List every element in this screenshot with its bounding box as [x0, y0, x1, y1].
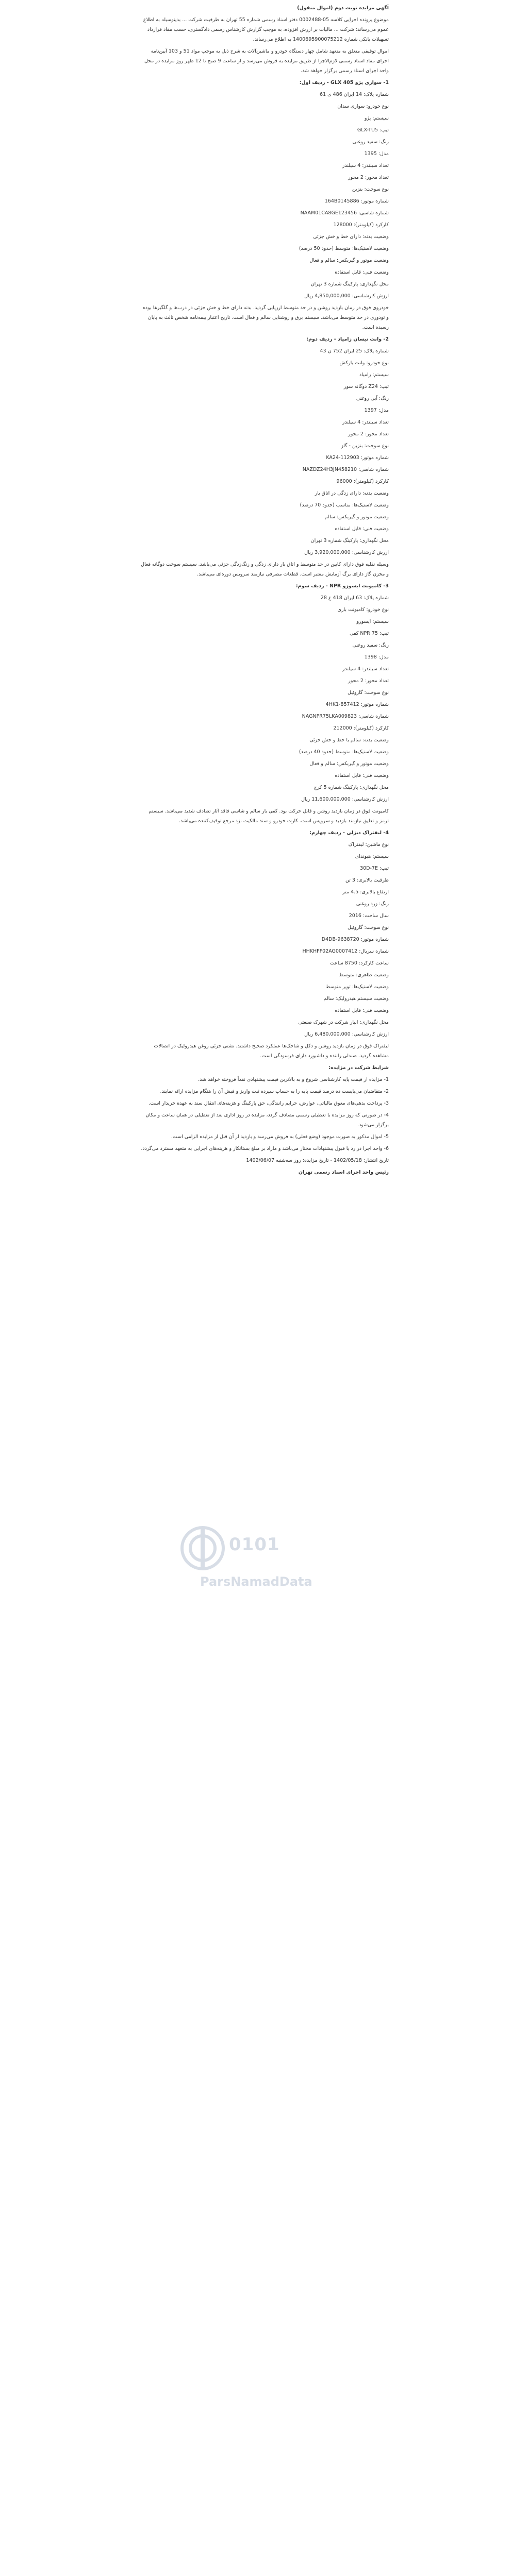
item-field-line: رنگ: آبی روغنی	[356, 396, 389, 401]
parsnamad-watermark	[179, 1525, 350, 1602]
item-field-line: نوع سوخت: بنزین - گاز	[341, 443, 389, 449]
item-field-line: وضعیت فنی: قابل استفاده	[335, 1008, 389, 1013]
term-line: 6- واحد اجرا در رد یا قبول پیشنهادات مختار می‌باشد و مازاد بر مبلغ بستانکار و هزینه‌های اجرایی به متعهد مسترد می‌گردد.	[141, 1146, 389, 1151]
item-field-line: تعداد محور: 2 محور	[348, 431, 389, 437]
item-field-line: رنگ: سفید روغنی	[352, 139, 389, 145]
item-field-line: سال ساخت: 2016	[349, 913, 389, 919]
parsnamad-logo-icon	[179, 1525, 226, 1571]
term-line: 4- در صورتی که روز مزایده با تعطیلی رسمی مصادف گردد، مزایده در روز اداری بعد از تعطیلی در همان ساعت و مکان برگزار می‌شود.	[145, 1112, 389, 1128]
item-field-line: تیپ: NPR 75 کفی	[350, 631, 389, 636]
item-header: 1- سواری پژو 405 GLX - ردیف اول:	[299, 80, 389, 86]
item-field-line: تیپ: 30D-7E	[360, 866, 389, 871]
item-field-line: رنگ: زرد روغنی	[356, 901, 389, 907]
item-header: 3- کامیونت ایسوزو NPR - ردیف سوم:	[295, 583, 389, 589]
item-field-line: وضعیت بدنه: دارای زدگی در اتاق بار	[315, 490, 389, 496]
item-field-line: ظرفیت بالابری: 3 تن	[345, 877, 389, 883]
auction-notice	[135, 0, 393, 1179]
item-field-line: وضعیت فنی: قابل استفاده	[335, 773, 389, 778]
item-field-line: رنگ: سفید روغنی	[352, 642, 389, 648]
item-field-line: ارزش کارشناسی: 6,480,000,000 ریال	[304, 1031, 389, 1037]
watermark-name: ParsNamadData	[200, 1574, 312, 1589]
term-line: 2- متقاضیان می‌بایست ده درصد قیمت پایه را به حساب سپرده ثبت واریز و فیش آن را هنگام مزایده ارائه نمایند.	[160, 1089, 389, 1094]
item-description: وسیله نقلیه فوق دارای کابین در حد متوسط و اتاق بار دارای زدگی و زنگ‌زدگی جزئی می‌باشد. سیستم سوخت دوگانه فعال و مخزن گاز دارای برگ آزمایش معتبر است. قطعات مصرفی نیازمند سرویس دوره‌ای می‌باشد.	[141, 562, 389, 577]
item-block	[139, 581, 389, 826]
item-field-line: نوع سوخت: بنزین	[352, 187, 389, 192]
term-line: 5- اموال مذکور به صورت موجود (وضع فعلی) به فروش می‌رسد و بازدید از آن قبل از مزایده الزامی است.	[171, 1134, 389, 1140]
item-field-line: شماره پلاک: 14 ایران 486 ی 61	[320, 92, 389, 97]
item-field-line: وضعیت بدنه: دارای خط و خش جزئی	[313, 234, 389, 240]
notice-closing: تاریخ انتشار: 1402/05/18 - تاریخ مزایده: روز سه‌شنبه 1402/06/07	[246, 1158, 389, 1163]
item-field-line: نوع ماشین: لیفتراک	[348, 842, 389, 848]
item-field-line: مدل: 1397	[364, 408, 389, 413]
item-field-line: وضعیت لاستیک‌ها: توپر متوسط	[325, 984, 389, 990]
item-field-line: وضعیت موتور و گیربکس: سالم و فعال	[309, 258, 389, 263]
item-field-line: وضعیت فنی: قابل استفاده	[335, 269, 389, 275]
item-field-line: نوع خودرو: کامیونت باری	[337, 607, 389, 613]
item-field-line: تعداد سیلندر: 4 سیلندر	[342, 666, 389, 672]
item-field-line: ارزش کارشناسی: 11,600,000,000 ریال	[301, 796, 389, 802]
item-description: خودروی فوق در زمان بازدید روشن و در حد متوسط ارزیابی گردید. بدنه دارای خط و خش جزئی در درب‌ها و گلگیرها بوده و تودوزی در حد متوسط می‌باشد. سیستم برق و روشنایی سالم و فعال است. تاریخ اعتبار بیمه‌نامه شخص ثالث به پایان رسیده است.	[142, 305, 389, 330]
notice-intro-2: اموال توقیفی متعلق به متعهد شامل چهار دستگاه خودرو و ماشین‌آلات به شرح ذیل به موجب مواد 51 و 103 آیین‌نامه اجرای مفاد اسناد رسمی لازم‌الاجرا از طریق مزایده به فروش می‌رسد و از ساعت 9 صبح تا 12 ظهر روز مزایده در محل واحد اجرای اسناد رسمی برگزار خواهد شد.	[144, 48, 389, 74]
item-field-line: شماره موتور: D4DB-9638720	[321, 937, 389, 942]
item-field-line: تعداد سیلندر: 4 سیلندر	[342, 419, 389, 425]
notice-issuer: رئیس واحد اجرای اسناد رسمی تهران	[298, 1170, 389, 1175]
item-field-line: مدل: 1395	[364, 151, 389, 157]
item-field-line: تیپ: Z24 دوگانه سوز	[343, 384, 389, 389]
item-field-line: تعداد محور: 2 محور	[348, 678, 389, 684]
item-field-line: وضعیت لاستیک‌ها: متوسط (حدود 40 درصد)	[299, 749, 389, 755]
item-field-line: ارزش کارشناسی: 3,920,000,000 ریال	[304, 550, 389, 555]
item-field-line: محل نگهداری: پارکینگ شماره 3 تهران	[310, 281, 389, 287]
item-field-line: ارتفاع بالابری: 4.5 متر	[342, 889, 389, 895]
notice-intro-1: موضوع پرونده اجرایی کلاسه 05-0002488 دفتر اسناد رسمی شماره 55 تهران به طرفیت شرکت ... بدینوسیله به اطلاع عموم می‌رساند: شرکت ... مالیات بر ارزش افزوده، به موجب گزارش کارشناس رسمی دادگستری، حسب مفاد قرارداد تسهیلات بانکی شماره 1400695900075212 به اطلاع می‌رساند.	[143, 17, 389, 42]
item-block	[139, 828, 389, 1061]
item-field-line: محل نگهداری: پارکینگ شماره 3 تهران	[310, 538, 389, 544]
item-field-line: ارزش کارشناسی: 4,850,000,000 ریال	[304, 293, 389, 299]
item-field-line: وضعیت فنی: قابل استفاده	[335, 526, 389, 532]
notice-title: آگهی مزایده نوبت دوم (اموال منقول)	[297, 5, 389, 11]
item-field-line: کارکرد (کیلومتر): 128000	[333, 222, 389, 228]
item-field-line: وضعیت لاستیک‌ها: متوسط (حدود 50 درصد)	[299, 246, 389, 251]
item-field-line: شماره شاسی: NAZDZ24H3JN458210	[302, 467, 389, 472]
item-field-line: وضعیت بدنه: سالم با خط و خش جزئی	[309, 737, 389, 743]
item-field-line: سیستم: ایسوزو	[356, 619, 389, 624]
item-field-line: کارکرد (کیلومتر): 96000	[336, 479, 389, 484]
item-field-line: شماره شاسی: NAAM01CA8GE123456	[300, 210, 389, 216]
item-field-line: وضعیت سیستم هیدرولیک: سالم	[323, 996, 389, 1002]
terms-list	[139, 1075, 389, 1154]
term-line: 1- مزایده از قیمت پایه کارشناسی شروع و به بالاترین قیمت پیشنهادی نقداً فروخته خواهد شد.	[198, 1077, 389, 1082]
item-field-line: ساعت کارکرد: 8750 ساعت	[329, 960, 389, 966]
item-field-line: شماره سریال: HHKHFF02AG0007412	[302, 948, 389, 954]
item-field-line: وضعیت ظاهری: متوسط	[339, 972, 389, 978]
item-field-line: شماره شاسی: NAGNPR75LKA009823	[302, 714, 389, 719]
term-line: 3- پرداخت بدهی‌های معوق مالیاتی، عوارض، جرایم رانندگی، حق پارکینگ و هزینه‌های انتقال سند به عهده خریدار است.	[148, 1100, 389, 1106]
item-description: کامیونت فوق در زمان بازدید روشن و قابل حرکت بود. کفی بار سالم و شاسی فاقد آثار تصادف شدید می‌باشد. سیستم ترمز و تعلیق نیازمند بازدید و سرویس است. کارت خودرو و سند مالکیت نزد مرجع توقیف‌کننده می‌باشد.	[148, 808, 389, 824]
item-field-line: نوع سوخت: گازوئیل	[348, 690, 389, 696]
item-field-line: شماره موتور: 4HK1-857412	[325, 702, 389, 707]
item-field-line: شماره موتور: 164B0145886	[324, 198, 389, 204]
item-description: لیفتراک فوق در زمان بازدید روشن و دکل و شاخک‌ها عملکرد صحیح داشتند. نشتی جزئی روغن هیدرولیک در اتصالات مشاهده گردید. صندلی راننده و داشبورد دارای فرسودگی است.	[154, 1043, 389, 1059]
item-field-line: تعداد محور: 2 محور	[348, 175, 389, 180]
item-field-line: سیستم: زامیاد	[359, 372, 389, 378]
item-field-line: محل نگهداری: انبار شرکت در شهرک صنعتی	[298, 1020, 389, 1025]
item-field-line: نوع سوخت: گازوئیل	[348, 925, 389, 930]
item-field-line: کارکرد (کیلومتر): 212000	[333, 725, 389, 731]
item-field-line: تعداد سیلندر: 4 سیلندر	[342, 163, 389, 168]
item-field-line: شماره پلاک: 63 ایران 418 ع 28	[320, 595, 389, 601]
item-field-line: نوع خودرو: وانت بارکش	[339, 360, 389, 366]
items-list	[139, 78, 389, 1061]
item-block	[139, 334, 389, 579]
item-header: 2- وانت نیسان زامیاد - ردیف دوم:	[306, 336, 389, 342]
item-field-line: وضعیت موتور و گیربکس: سالم و فعال	[309, 761, 389, 767]
item-field-line: نوع خودرو: سواری سدان	[337, 104, 389, 109]
item-field-line: وضعیت موتور و گیربکس: سالم	[324, 514, 389, 520]
item-field-line: شماره موتور: KA24-112903	[326, 455, 389, 461]
item-field-line: شماره پلاک: 25 ایران 752 ن 43	[320, 348, 389, 354]
item-header: 4- لیفتراک دیزلی - ردیف چهارم:	[309, 830, 389, 836]
item-field-line: تیپ: GLX-TU5	[357, 127, 389, 133]
item-field-line: سیستم: پژو	[364, 115, 389, 121]
watermark-digits: 0101	[229, 1534, 280, 1555]
item-field-line: سیستم: هیوندای	[355, 854, 389, 859]
item-field-line: مدل: 1398	[364, 654, 389, 660]
item-field-line: محل نگهداری: پارکینگ شماره 5 کرج	[314, 785, 389, 790]
item-field-line: وضعیت لاستیک‌ها: مناسب (حدود 70 درصد)	[300, 502, 389, 508]
item-block	[139, 78, 389, 332]
terms-header: شرایط شرکت در مزایده:	[328, 1065, 389, 1071]
